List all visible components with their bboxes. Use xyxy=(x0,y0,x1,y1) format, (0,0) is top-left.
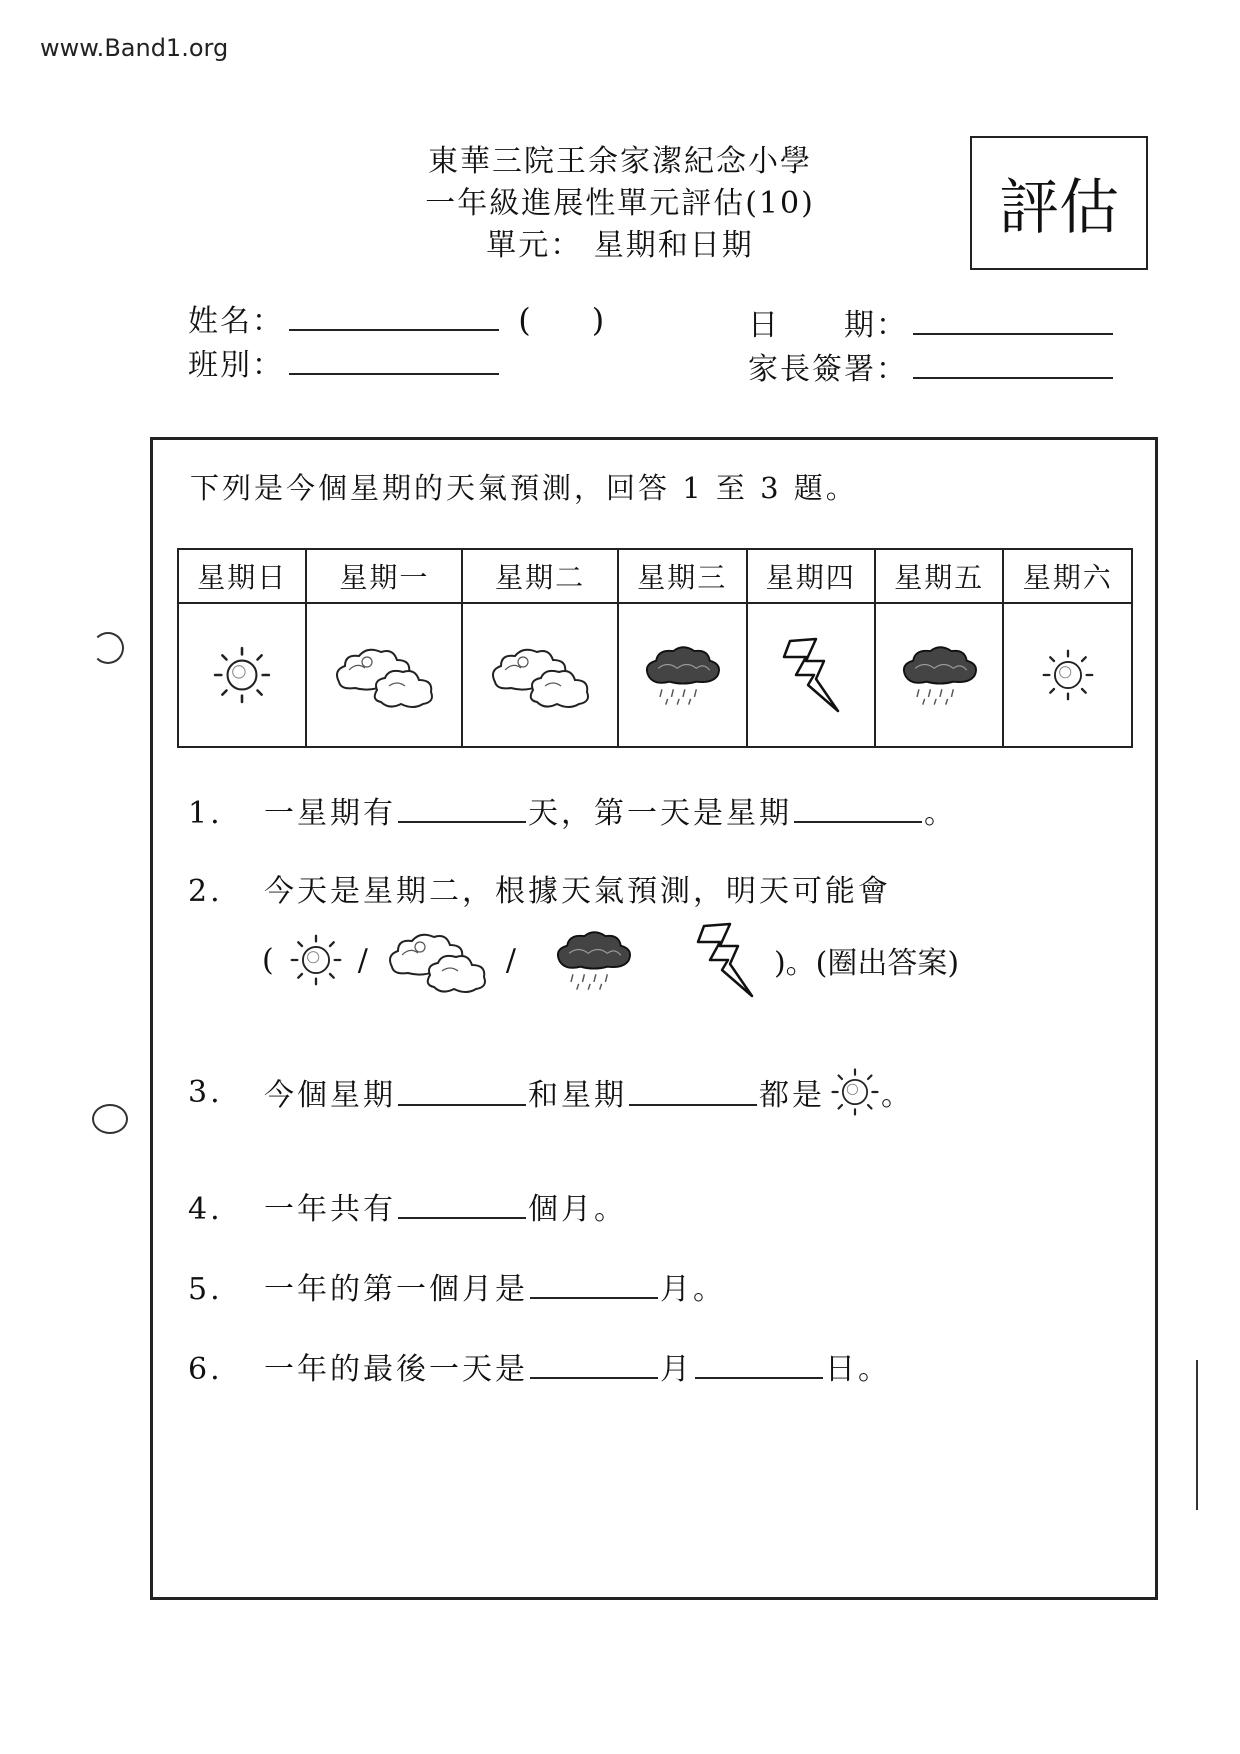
name-field xyxy=(188,296,604,340)
open-paren: ( xyxy=(262,942,274,978)
weather-forecast-table xyxy=(177,548,1133,748)
class-number-parens[interactable]: ( ) xyxy=(518,301,605,339)
date-field xyxy=(748,300,1113,344)
question-text: 和星期 xyxy=(528,1078,627,1113)
sun-icon xyxy=(829,1066,881,1118)
day-header: 星期五 xyxy=(875,549,1003,603)
question-text: 個月。 xyxy=(528,1192,627,1227)
answer-blank[interactable] xyxy=(398,1191,526,1219)
class-input-line[interactable] xyxy=(289,373,499,375)
question-5 xyxy=(188,1264,726,1308)
day-header: 星期二 xyxy=(462,549,618,603)
question-text: 一星期有 xyxy=(264,796,396,831)
forecast-day-row xyxy=(178,549,1132,603)
question-text: 今個星期 xyxy=(264,1078,396,1113)
forecast-cell xyxy=(875,603,1003,747)
instruction-text: 下列是今個星期的天氣預測，回答 1 至 3 題。 xyxy=(190,471,858,505)
answer-blank[interactable] xyxy=(398,795,526,823)
parent-signature-label: 家長簽署： xyxy=(748,352,908,387)
margin-stroke xyxy=(1196,1360,1198,1510)
forecast-cell xyxy=(306,603,462,747)
unit-title: 單元： 星期和日期 xyxy=(486,228,754,263)
forecast-cell xyxy=(462,603,618,747)
question-text: 天，第一天是星期 xyxy=(528,796,792,831)
class-label: 班別： xyxy=(188,348,284,383)
sun-icon xyxy=(1040,647,1096,703)
question-text: 。 xyxy=(924,796,957,831)
day-header: 星期四 xyxy=(747,549,875,603)
parent-signature-field xyxy=(748,344,1113,388)
question-number: 4. xyxy=(188,1192,223,1227)
assessment-stamp xyxy=(970,136,1148,270)
cloud-icon xyxy=(329,640,439,710)
question-2 xyxy=(188,866,891,910)
day-header: 星期日 xyxy=(178,549,306,603)
question-number: 5. xyxy=(188,1272,223,1307)
sun-icon xyxy=(211,644,273,706)
lightning-icon xyxy=(776,635,846,715)
margin-hole-mark xyxy=(92,1104,128,1134)
date-input-line[interactable] xyxy=(913,333,1113,335)
name-input-line[interactable] xyxy=(289,329,499,331)
question-number: 2. xyxy=(188,874,223,909)
stamp-text: 評估 xyxy=(999,173,1119,243)
school-name: 東華三院王余家潔紀念小學 xyxy=(428,144,812,179)
forecast-icon-row xyxy=(178,603,1132,747)
parent-signature-line[interactable] xyxy=(913,377,1113,379)
answer-blank[interactable] xyxy=(398,1078,526,1106)
rain-cloud-icon[interactable] xyxy=(550,926,636,994)
lightning-icon[interactable] xyxy=(690,920,760,1000)
question-number: 6. xyxy=(188,1352,223,1387)
question-number: 1. xyxy=(188,796,223,831)
question-4 xyxy=(188,1184,627,1228)
sun-icon[interactable] xyxy=(288,932,344,988)
margin-hole-mark xyxy=(92,632,124,664)
answer-blank[interactable] xyxy=(794,795,922,823)
question-1 xyxy=(188,788,957,832)
forecast-cell xyxy=(747,603,875,747)
question-text: 一年共有 xyxy=(264,1192,396,1227)
question-text: 一年的第一個月是 xyxy=(264,1272,528,1307)
question-number: 3. xyxy=(188,1074,223,1110)
forecast-cell xyxy=(1003,603,1132,747)
date-label: 日 期： xyxy=(748,308,908,343)
choice-separator: / xyxy=(357,942,368,978)
question-text: 都是 xyxy=(759,1078,825,1113)
question-text: 一年的最後一天是 xyxy=(264,1352,528,1387)
cloud-icon xyxy=(485,640,595,710)
choice-separator: / xyxy=(505,942,516,978)
question-text: 今天是星期二，根據天氣預測，明天可能會 xyxy=(264,874,891,909)
forecast-cell xyxy=(618,603,746,747)
day-header: 星期六 xyxy=(1003,549,1132,603)
answer-blank[interactable] xyxy=(695,1351,823,1379)
rain-cloud-icon xyxy=(639,641,725,709)
answer-blank[interactable] xyxy=(530,1271,658,1299)
watermark: www.Band1.org xyxy=(40,34,229,62)
question-text: 日。 xyxy=(825,1352,891,1387)
weather-choice-group xyxy=(262,920,959,1000)
answer-blank[interactable] xyxy=(629,1078,757,1106)
class-field xyxy=(188,340,499,384)
assessment-title: 一年級進展性單元評估(10) xyxy=(425,186,815,221)
question-text: 月。 xyxy=(660,1272,726,1307)
question-6 xyxy=(188,1344,891,1388)
day-header: 星期一 xyxy=(306,549,462,603)
choice-instruction: )。(圈出答案) xyxy=(773,946,960,981)
question-text: 。 xyxy=(881,1078,914,1113)
question-3 xyxy=(188,1066,914,1118)
day-header: 星期三 xyxy=(618,549,746,603)
answer-blank[interactable] xyxy=(530,1351,658,1379)
question-text: 月 xyxy=(660,1352,693,1387)
name-label: 姓名： xyxy=(188,304,284,339)
forecast-cell xyxy=(178,603,306,747)
cloud-icon[interactable] xyxy=(382,925,492,995)
rain-cloud-icon xyxy=(896,641,982,709)
